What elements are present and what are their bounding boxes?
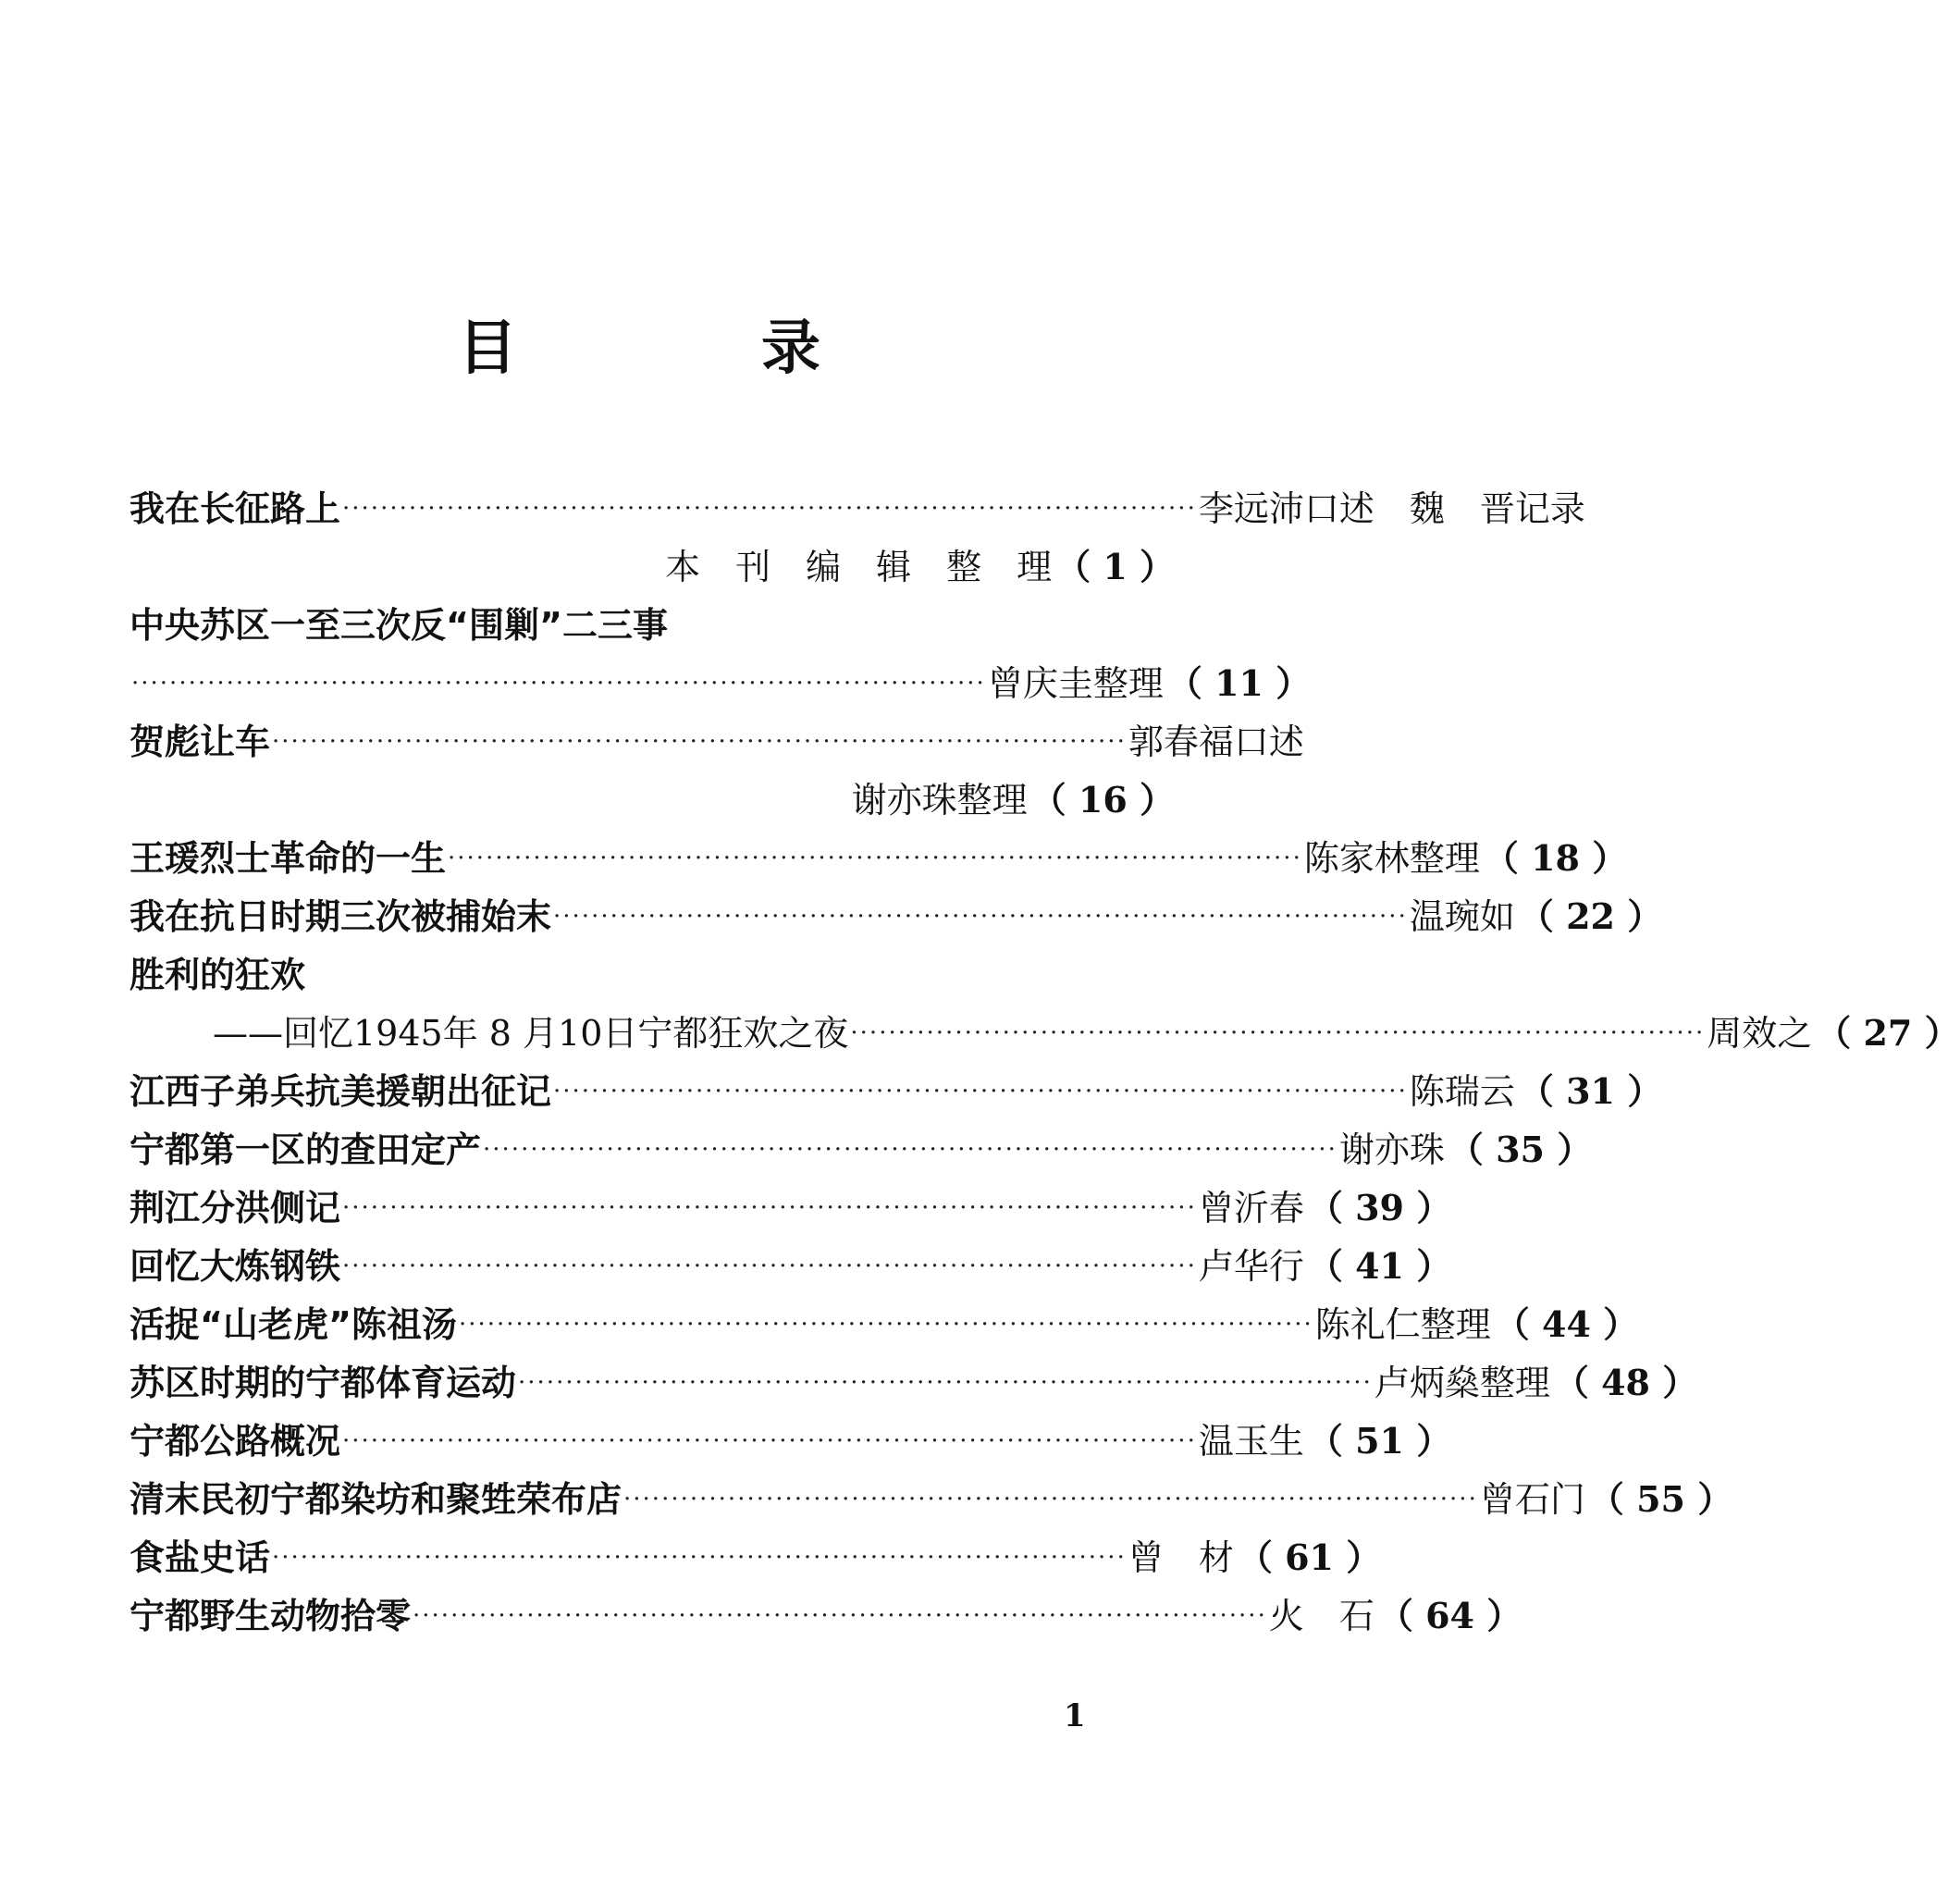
- toc-entry-author: 火 石: [1268, 1596, 1374, 1636]
- toc-row: [129, 1467, 1733, 1525]
- toc-entry-page: （ 35 ）: [1448, 1129, 1593, 1170]
- toc-entry-page: （ 18 ）: [1483, 837, 1628, 879]
- toc-entry-title: 胜利的狂欢: [129, 955, 306, 995]
- toc-entry-title: 宁都公路概况: [129, 1421, 341, 1462]
- toc-entry-page: （ 27 ）: [1816, 1012, 1960, 1054]
- toc-row: [129, 1234, 1452, 1292]
- toc-entry-title: 我在长征路上: [129, 488, 341, 529]
- toc-entry-author: 曾庆圭整理: [987, 663, 1164, 704]
- toc-entry-title: 荆江分洪侧记: [129, 1188, 341, 1228]
- toc-row: [129, 476, 1585, 535]
- toc-entry-page: （ 41 ）: [1307, 1245, 1452, 1287]
- toc-row: [129, 1117, 1593, 1176]
- leader-dots: ··························································································: [553, 1077, 1408, 1105]
- toc-entry-author: 李远沛口述 魏 晋记录: [1198, 488, 1585, 529]
- toc-entry-author: 卢炳燊整理: [1374, 1363, 1550, 1403]
- leader-dots: ··························································································: [413, 1601, 1267, 1630]
- toc-entry-author: 本 刊 编 辑 整 理: [665, 547, 1053, 587]
- toc-entry-page: （ 48 ）: [1553, 1362, 1698, 1403]
- toc-entry-title: 回忆大炼钢铁: [129, 1246, 341, 1287]
- toc-entry-author: 曾 材: [1128, 1537, 1234, 1578]
- toc-entry-page: （ 1 ）: [1055, 546, 1175, 587]
- toc-entry-title: 食盐史话: [129, 1537, 271, 1578]
- toc-entry-page: （ 64 ）: [1377, 1595, 1522, 1636]
- toc-entry-title: 我在抗日时期三次被捕始末: [129, 896, 552, 937]
- toc-entry-author: 温琬如: [1409, 896, 1515, 937]
- toc-entry-title: 贺彪让车: [129, 722, 271, 762]
- toc-row: [129, 593, 1175, 651]
- toc-row: [129, 1409, 1452, 1467]
- leader-dots: ··························································································: [342, 1252, 1197, 1280]
- toc-entry-author: 陈礼仁整理: [1314, 1304, 1491, 1345]
- leader-dots: ··························································································: [553, 902, 1408, 931]
- toc-row: [129, 943, 1175, 1001]
- toc-entry-author: 卢华行: [1198, 1246, 1304, 1287]
- leader-dots: ··························································································: [342, 494, 1197, 523]
- toc-entry-title: 清末民初宁都染坊和聚甡荣布店: [129, 1479, 623, 1520]
- page-number: 1: [1064, 1697, 1086, 1734]
- leader-dots: ··························································································: [623, 1485, 1478, 1513]
- toc-row: [129, 710, 1304, 768]
- toc-entry-page: （ 55 ）: [1588, 1478, 1733, 1520]
- toc-row: [129, 1176, 1452, 1234]
- toc-entry-page: （ 39 ）: [1307, 1187, 1452, 1228]
- page-title: 目 录: [458, 315, 913, 383]
- toc-row: [129, 535, 1175, 593]
- toc-entry-subtitle: ——回忆1945年 8 月10日宁都狂欢之夜: [213, 1013, 849, 1054]
- toc-entry-page: （ 31 ）: [1518, 1070, 1663, 1112]
- leader-dots: ··························································································: [272, 727, 1127, 756]
- leader-dots: ··························································································: [483, 1135, 1337, 1164]
- toc-row: [129, 1001, 1960, 1059]
- toc-entry-page: （ 16 ）: [1030, 779, 1175, 821]
- toc-entry-title: 苏区时期的宁都体育运动: [129, 1363, 517, 1403]
- leader-dots: ··························································································: [458, 1310, 1313, 1339]
- table-of-contents: [129, 476, 1960, 1642]
- leader-dots: ··························································································: [518, 1368, 1373, 1397]
- toc-entry-title: 活捉“山老虎”陈祖汤: [129, 1304, 457, 1345]
- toc-row: [129, 768, 1175, 826]
- leader-dots: ··························································································: [850, 1018, 1706, 1047]
- toc-entry-author: 温玉生: [1198, 1421, 1304, 1462]
- toc-entry-author: 周效之: [1707, 1013, 1813, 1054]
- toc-entry-author: 陈家林整理: [1303, 838, 1480, 879]
- toc-entry-page: （ 11 ）: [1166, 662, 1312, 704]
- leader-dots: ··························································································: [448, 844, 1302, 872]
- toc-entry-title: 宁都野生动物拾零: [129, 1596, 412, 1636]
- toc-row: [129, 651, 1312, 710]
- toc-row: [129, 1525, 1382, 1584]
- toc-entry-page: （ 22 ）: [1518, 895, 1663, 937]
- toc-entry-title: 王瑗烈士革命的一生: [129, 838, 447, 879]
- toc-entry-title: 江西子弟兵抗美援朝出征记: [129, 1071, 552, 1112]
- leader-dots: ··························································································: [342, 1193, 1197, 1222]
- toc-row: [129, 1292, 1639, 1351]
- toc-row: [129, 826, 1628, 884]
- toc-entry-page: （ 51 ）: [1307, 1420, 1452, 1462]
- toc-entry-author: 谢亦珠: [1338, 1129, 1445, 1170]
- toc-entry-title: 中央苏区一至三次反“围剿”二三事: [129, 605, 668, 646]
- leader-dots: ··························································································: [272, 1543, 1127, 1572]
- toc-entry-title: 宁都第一区的查田定产: [129, 1129, 482, 1170]
- leader-dots: ··························································································: [342, 1426, 1197, 1455]
- toc-entry-page: （ 44 ）: [1494, 1303, 1639, 1345]
- toc-entry-page: （ 61 ）: [1237, 1536, 1382, 1578]
- toc-row: [129, 1351, 1698, 1409]
- toc-entry-author: 陈瑞云: [1409, 1071, 1515, 1112]
- toc-entry-author: 郭春福口述: [1128, 722, 1304, 762]
- toc-entry-author: 曾石门: [1479, 1479, 1585, 1520]
- toc-entry-author: 曾沂春: [1198, 1188, 1304, 1228]
- toc-row: [129, 1059, 1663, 1117]
- toc-row: [129, 1584, 1522, 1642]
- leader-dots: ··························································································: [131, 669, 986, 697]
- toc-row: [129, 884, 1663, 943]
- toc-entry-author: 谢亦珠整理: [851, 780, 1028, 821]
